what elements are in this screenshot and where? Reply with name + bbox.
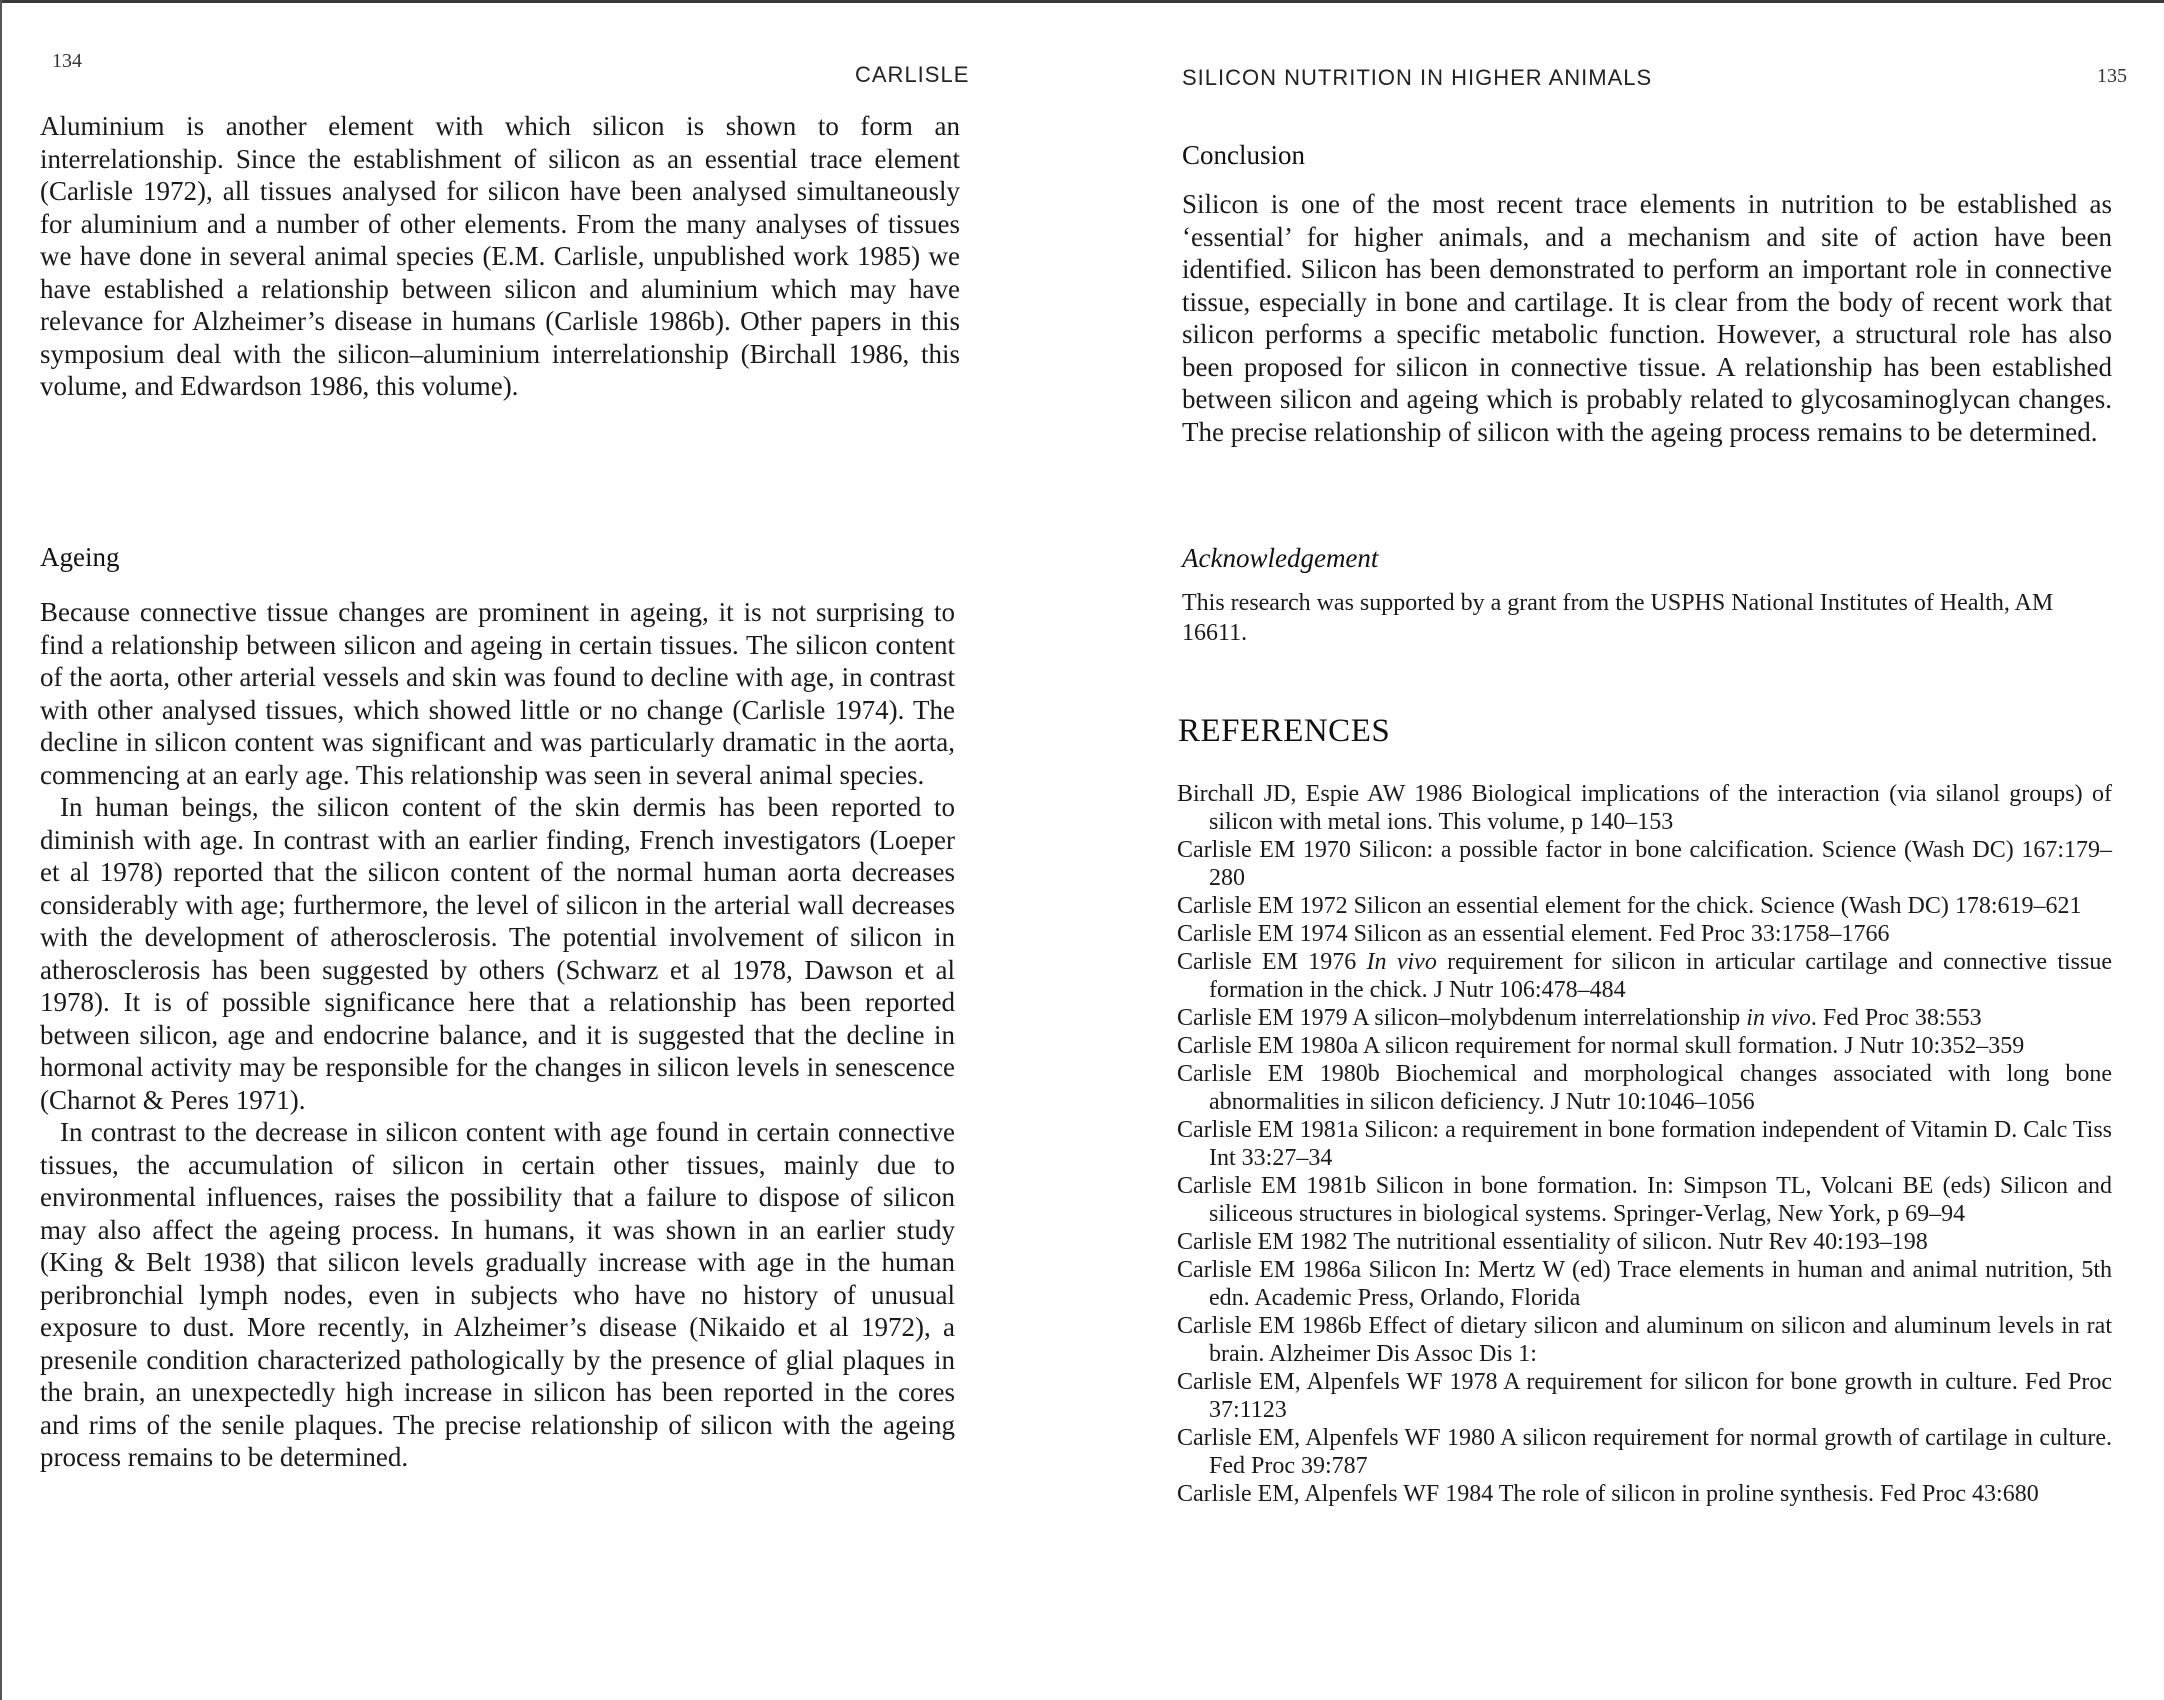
- reference-text: Carlisle EM, Alpenfels WF 1984 The role of silicon in proline synthesis. Fed Proc 43:680: [1177, 1481, 2039, 1507]
- ageing-heading: Ageing: [40, 542, 120, 572]
- reference-item: [1177, 1172, 2112, 1228]
- reference-item: [1177, 1256, 2112, 1312]
- reference-item: [1177, 920, 2112, 948]
- ageing-paragraph: In human beings, the silicon content of the skin dermis has been reported to diminish with age. In contrast with an earlier finding, French investigators (Loeper et al 1978) reported that the silicon content of the normal human aorta decreases considerably with age; furthermore, the level of silicon in the arterial wall decreases with the development of atherosclerosis. The potential involvement of silicon in atherosclerosis has been suggested by others (Schwarz et al 1978, Dawson et al 1978). It is of possible significance here that a relationship has been reported between silicon, age and endocrine balance, and it is suggested that the decline in hormonal activity may be responsible for the changes in silicon levels in senescence (Charnot & Peres 1971).: [40, 792, 955, 1115]
- reference-item: [1177, 1368, 2112, 1424]
- ageing-paragraph: In contrast to the decrease in silicon content with age found in certain connective tissues, the accumulation of silicon in certain other tissues, mainly due to environmental influences, raises the possibility that a failure to dispose of silicon may also affect the ageing process. In humans, it was shown in an earlier study (King & Belt 1938) that silicon levels gradually increase with age in the human peribronchial lymph nodes, even in subjects who have no history of unusual exposure to dust. More recently, in Alzheimer’s disease (Nikaido et al 1972), a presenile condition characterized pathologically by the presence of glial plaques in the brain, an unexpectedly high increase in silicon has been reported in the cores and rims of the senile plaques. The precise relationship of silicon with the ageing process remains to be determined.: [40, 1117, 955, 1472]
- reference-text: Carlisle EM 1980b Biochemical and morphological changes associated with long bone abnormalities in silicon deficiency. J Nutr 10:1046–1056: [1177, 1061, 2112, 1115]
- acknowledgement-heading: Acknowledgement: [1182, 543, 1379, 573]
- reference-text: Carlisle EM 1981b Silicon in bone formation. In: Simpson TL, Volcani BE (eds) Silicon and siliceous structures in biological systems. Springer-Verlag, New York, p 69–94: [1177, 1173, 2112, 1227]
- reference-item: [1177, 780, 2112, 836]
- intro-paragraph: Aluminium is another element with which silicon is shown to form an interrelationship. Since the establishment of silicon as an essential trace element (Carlisle 1972), all tissues analysed for silicon have been analysed simultaneously for aluminium and a number of other elements. From the many analyses of tissues we have done in several animal species (E.M. Carlisle, unpublished work 1985) we have established a relationship between silicon and aluminium which may have relevance for Alzheimer’s disease in humans (Carlisle 1986b). Other papers in this symposium deal with the silicon–aluminium interrelationship (Birchall 1986, this volume, and Edwardson 1986, this volume).: [40, 111, 960, 401]
- running-head-right: SILICON NUTRITION IN HIGHER ANIMALS: [1182, 65, 1653, 90]
- reference-text: Carlisle EM 1982 The nutritional essentiality of silicon. Nutr Rev 40:193–198: [1177, 1229, 1928, 1255]
- reference-text: Carlisle EM 1976: [1177, 949, 1367, 975]
- reference-item: [1177, 1032, 2112, 1060]
- reference-italic-text: in vivo: [1746, 1005, 1811, 1031]
- reference-italic-text: In vivo: [1366, 949, 1437, 975]
- reference-text: requirement for silicon in articular cartilage and connective tissue formation in the chick. J Nutr 106:478–484: [1209, 949, 2112, 1003]
- conclusion-section: [1182, 188, 2112, 448]
- reference-text: Carlisle EM 1974 Silicon as an essential element. Fed Proc 33:1758–1766: [1177, 921, 1890, 947]
- reference-item: [1177, 1424, 2112, 1480]
- references-heading: REFERENCES: [1178, 713, 1391, 749]
- reference-text: Carlisle EM 1986a Silicon In: Mertz W (ed) Trace elements in human and animal nutrition, 5th edn. Academic Press, Orlando, Florida: [1177, 1257, 2112, 1311]
- reference-text: Carlisle EM 1986b Effect of dietary silicon and aluminum on silicon and aluminum levels in rat brain. Alzheimer Dis Assoc Dis 1:: [1177, 1313, 2112, 1367]
- reference-text: . Fed Proc 38:553: [1810, 1005, 1982, 1031]
- reference-item: [1177, 1116, 2112, 1172]
- references-list: [1177, 780, 2112, 1508]
- reference-item: [1177, 1228, 2112, 1256]
- reference-item: [1177, 1060, 2112, 1116]
- reference-item: [1177, 1480, 2112, 1508]
- right-page: [1082, 0, 2164, 1700]
- conclusion-heading: Conclusion: [1182, 140, 1306, 170]
- intro-section: [40, 110, 960, 403]
- reference-item: [1177, 1004, 2112, 1032]
- reference-item: [1177, 948, 2112, 1004]
- reference-text: Carlisle EM 1972 Silicon an essential element for the chick. Science (Wash DC) 178:619–621: [1177, 893, 2082, 919]
- ageing-paragraph: Because connective tissue changes are prominent in ageing, it is not surprising to find a relationship between silicon and ageing in certain tissues. The silicon content of the aorta, other arterial vessels and skin was found to decline with age, in contrast with other analysed tissues, which showed little or no change (Carlisle 1974). The decline in silicon content was significant and was particularly dramatic in the aorta, commencing at an early age. This relationship was seen in several animal species.: [40, 597, 955, 790]
- reference-text: Carlisle EM, Alpenfels WF 1978 A requirement for silicon for bone growth in culture. Fed Proc 37:1123: [1177, 1369, 2112, 1423]
- reference-text: Carlisle EM, Alpenfels WF 1980 A silicon requirement for normal growth of cartilage in culture. Fed Proc 39:787: [1177, 1425, 2112, 1479]
- reference-item: [1177, 1312, 2112, 1368]
- ageing-section: [40, 596, 955, 1474]
- reference-text: Birchall JD, Espie AW 1986 Biological implications of the interaction (via silanol groups) of silicon with metal ions. This volume, p 140–153: [1177, 781, 2112, 835]
- reference-text: Carlisle EM 1970 Silicon: a possible factor in bone calcification. Science (Wash DC) 167:179–280: [1177, 837, 2112, 891]
- reference-text: Carlisle EM 1980a A silicon requirement for normal skull formation. J Nutr 10:352–359: [1177, 1033, 2025, 1059]
- page-number-right: 135: [2097, 65, 2127, 87]
- reference-text: Carlisle EM 1981a Silicon: a requirement in bone formation independent of Vitamin D. Calc Tiss Int 33:27–34: [1177, 1117, 2112, 1171]
- conclusion-paragraph: Silicon is one of the most recent trace elements in nutrition to be established as ‘essential’ for higher animals, and a mechanism and site of action have been identified. Silicon has been demonstrated to perform an important role in connective tissue, especially in bone and cartilage. It is clear from the body of recent work that silicon performs a specific metabolic function. However, a structural role has also been proposed for silicon in connective tissue. A relationship has been established between silicon and ageing which is probably related to glycosaminoglycan changes. The precise relationship of silicon with the ageing process remains to be determined.: [1182, 189, 2112, 447]
- reference-text: Carlisle EM 1979 A silicon–molybdenum interrelationship: [1177, 1005, 1747, 1031]
- reference-item: [1177, 892, 2112, 920]
- acknowledgement-text: This research was supported by a grant from the USPHS National Institutes of Health, AM 16611.: [1182, 590, 2054, 646]
- running-head-left: CARLISLE: [855, 62, 970, 87]
- page-number-left: 134: [52, 50, 82, 72]
- reference-item: [1177, 836, 2112, 892]
